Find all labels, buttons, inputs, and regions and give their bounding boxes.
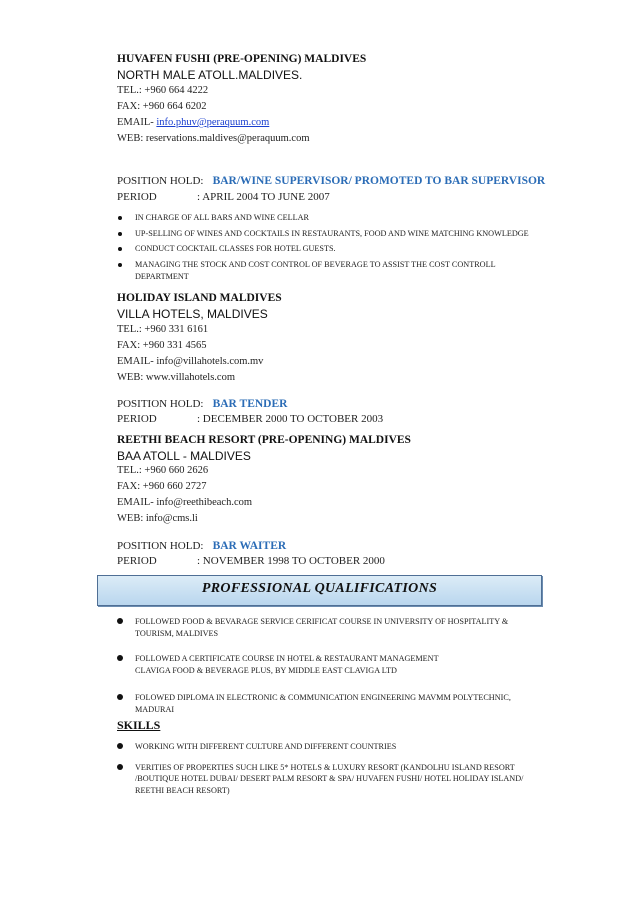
web-reethi: WEB: info@cms.li	[117, 513, 198, 524]
fax-reethi: FAX: +960 660 2727	[117, 481, 207, 492]
period-value-reethi: : NOVEMBER 1998 TO OCTOBER 2000	[197, 555, 385, 567]
qualifications-heading: PROFESSIONAL QUALIFICATIONS	[201, 581, 438, 596]
email-prefix: EMAIL-	[117, 117, 157, 128]
position-title-huvafen: BAR/WINE SUPERVISOR/ PROMOTED TO BAR SUPERVISOR	[212, 175, 546, 187]
qualifications-banner	[97, 575, 542, 606]
period-label: PERIOD	[117, 413, 157, 425]
web-holiday: WEB: www.villahotels.com	[117, 372, 236, 383]
duties-list-huvafen	[117, 212, 557, 287]
position-title-holiday: BAR TENDER	[212, 398, 288, 410]
qualifications-list	[117, 616, 547, 715]
period-value-huvafen: : APRIL 2004 TO JUNE 2007	[197, 191, 330, 203]
employer-location-huvafen: NORTH MALE ATOLL.MALDIVES.	[117, 68, 303, 82]
period-label: PERIOD	[117, 191, 157, 203]
fax-huvafen: FAX: +960 664 6202	[117, 101, 207, 112]
email-huvafen	[117, 117, 269, 128]
list-item: FOLLOWED A CERTIFICATE COURSE IN HOTEL & RESTAURANT MANAGEMENT CLAVIGA FOOD & BEVERAGE PLUS, BY MIDDLE EAST CLAVIGA LTD	[117, 653, 465, 676]
position-label: POSITION HOLD:	[117, 398, 204, 410]
employer-sub-holiday: VILLA HOTELS, MALDIVES	[117, 307, 268, 321]
bullet-icon	[117, 743, 123, 749]
list-item: IN CHARGE OF ALL BARS AND WINE CELLAR	[117, 212, 557, 225]
tel-holiday: TEL.: +960 331 6161	[117, 324, 209, 335]
period-value-holiday: : DECEMBER 2000 TO OCTOBER 2003	[197, 413, 384, 425]
web-huvafen: WEB: reservations.maldives@peraquum.com	[117, 133, 310, 144]
email-holiday: EMAIL- info@villahotels.com.mv	[117, 356, 264, 367]
bullet-icon	[118, 232, 122, 236]
skills-heading: SKILLS	[117, 718, 161, 732]
period-row-huvafen	[117, 185, 330, 204]
list-item: WORKING WITH DIFFERENT CULTURE AND DIFFERENT COUNTRIES	[117, 741, 547, 753]
employer-name-holiday: HOLIDAY ISLAND MALDIVES	[117, 292, 282, 304]
skills-list	[117, 741, 547, 796]
period-row-holiday	[117, 407, 383, 426]
period-label: PERIOD	[117, 555, 157, 567]
bullet-icon	[117, 655, 123, 661]
list-item: CONDUCT COCKTAIL CLASSES FOR HOTEL GUESTS.	[117, 243, 557, 256]
bullet-icon	[118, 263, 122, 267]
bullet-icon	[118, 216, 122, 220]
list-item: UP-SELLING OF WINES AND COCKTAILS IN RESTAURANTS, FOOD AND WINE MATCHING KNOWLEDGE	[117, 228, 557, 241]
email-link-huvafen[interactable]: info.phuv@peraquum.com	[156, 117, 270, 128]
position-label: POSITION HOLD:	[117, 175, 204, 187]
bullet-icon	[117, 694, 123, 700]
email-reethi: EMAIL- info@reethibeach.com	[117, 497, 253, 508]
employer-name-reethi: REETHI BEACH RESORT (PRE-OPENING) MALDIVES	[117, 434, 411, 446]
list-item: VERITIES OF PROPERTIES SUCH LIKE 5* HOTELS & LUXURY RESORT (KANDOLHU ISLAND RESORT /BOUTIQUE HOTEL DUBAI/ DESERT PALM RESORT & SPA/ HUVAFEN FUSHI/ HOTEL HOLIDAY ISLAND/ REETHI BEACH RESORT)	[117, 762, 547, 797]
position-label: POSITION HOLD:	[117, 540, 204, 552]
bullet-icon	[117, 618, 123, 624]
employer-sub-reethi: BAA ATOLL - MALDIVES	[117, 449, 251, 463]
period-row-reethi	[117, 549, 385, 568]
bullet-icon	[118, 247, 122, 251]
bullet-icon	[117, 764, 123, 770]
employer-name-huvafen: HUVAFEN FUSHI (PRE-OPENING) MALDIVES	[117, 53, 367, 65]
list-item: FOLLOWED FOOD & BEVARAGE SERVICE CERIFICAT COURSE IN UNIVERSITY OF HOSPITALITY & TOURISM, MALDIVES	[117, 616, 547, 639]
tel-reethi: TEL.: +960 660 2626	[117, 465, 209, 476]
list-item: MANAGING THE STOCK AND COST CONTROL OF BEVERAGE TO ASSIST THE COST CONTROLL DEPARTMENT	[117, 259, 535, 284]
tel-huvafen: TEL.: +960 664 4222	[117, 85, 209, 96]
list-item: FOLOWED DIPLOMA IN ELECTRONIC & COMMUNICATION ENGINEERING MAVMM POLYTECHNIC, MADURAI	[117, 692, 547, 715]
fax-holiday: FAX: +960 331 4565	[117, 340, 207, 351]
position-title-reethi: BAR WAITER	[212, 540, 287, 552]
